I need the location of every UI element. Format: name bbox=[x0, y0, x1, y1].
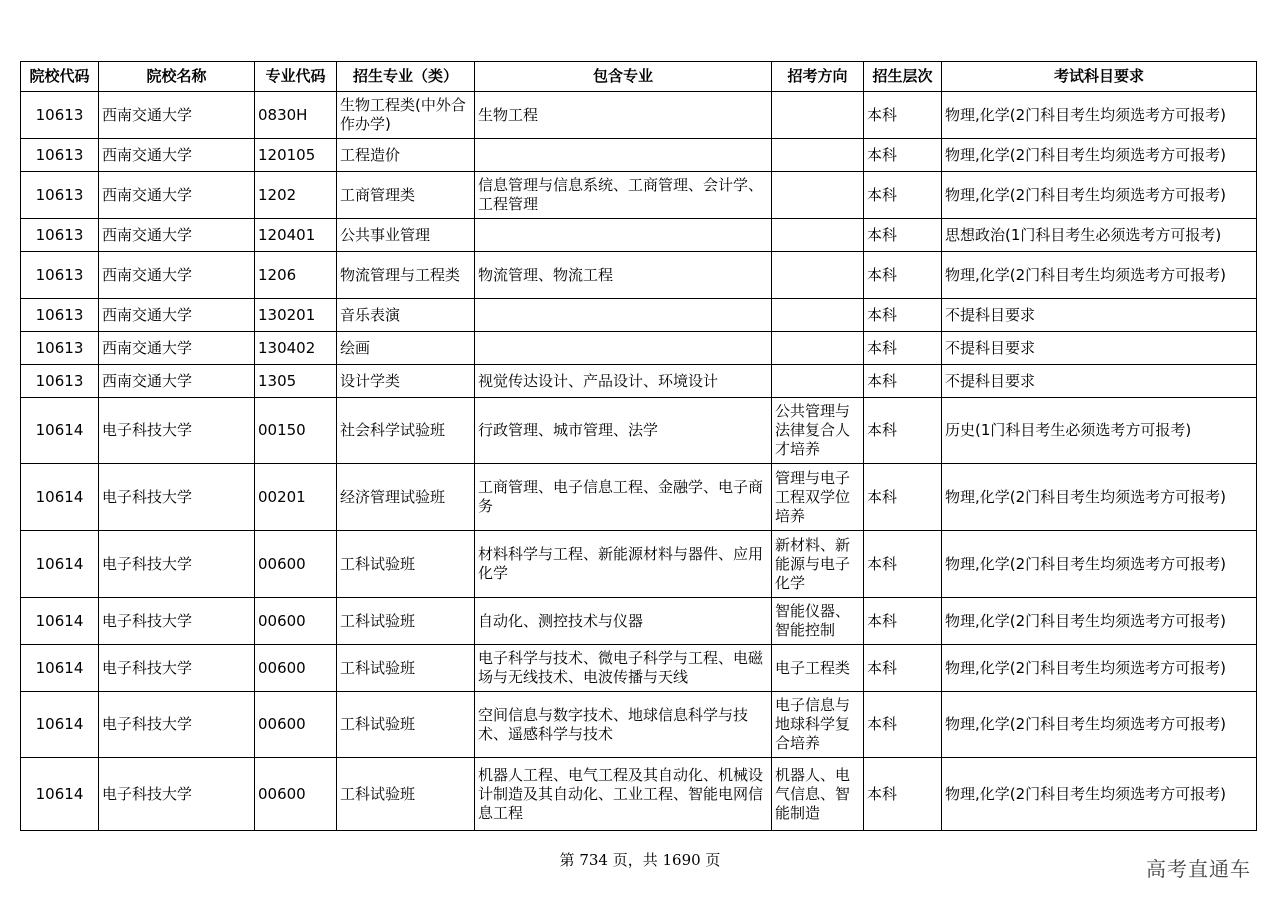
cell-direction: 电子信息与地球科学复合培养 bbox=[772, 692, 864, 758]
cell-major: 工科试验班 bbox=[337, 645, 475, 692]
cell-school-code: 10614 bbox=[21, 645, 99, 692]
cell-subjects: 历史(1门科目考生必须选考方可报考) bbox=[942, 398, 1257, 464]
cell-major-code: 130201 bbox=[255, 299, 337, 332]
watermark: 高考直通车 bbox=[1146, 857, 1251, 881]
table-row bbox=[21, 398, 1257, 464]
header-school-code: 院校代码 bbox=[21, 62, 99, 92]
cell-major-code: 0830H bbox=[255, 92, 337, 139]
cell-subjects: 不提科目要求 bbox=[942, 365, 1257, 398]
cell-major: 工科试验班 bbox=[337, 692, 475, 758]
cell-school-code: 10614 bbox=[21, 464, 99, 531]
cell-major: 工科试验班 bbox=[337, 758, 475, 831]
cell-major: 工商管理类 bbox=[337, 172, 475, 219]
cell-major-code: 00201 bbox=[255, 464, 337, 531]
cell-major-code: 00600 bbox=[255, 598, 337, 645]
cell-includes: 行政管理、城市管理、法学 bbox=[475, 398, 772, 464]
cell-school-name: 电子科技大学 bbox=[99, 398, 255, 464]
cell-school-name: 电子科技大学 bbox=[99, 692, 255, 758]
header-subjects: 考试科目要求 bbox=[942, 62, 1257, 92]
header-major: 招生专业（类） bbox=[337, 62, 475, 92]
cell-major: 工科试验班 bbox=[337, 531, 475, 598]
cell-major-code: 1202 bbox=[255, 172, 337, 219]
cell-subjects: 物理,化学(2门科目考生均须选考方可报考) bbox=[942, 758, 1257, 831]
cell-direction bbox=[772, 92, 864, 139]
cell-school-code: 10613 bbox=[21, 299, 99, 332]
cell-school-code: 10614 bbox=[21, 531, 99, 598]
table-row bbox=[21, 531, 1257, 598]
cell-school-code: 10614 bbox=[21, 692, 99, 758]
cell-includes: 空间信息与数字技术、地球信息科学与技术、遥感科学与技术 bbox=[475, 692, 772, 758]
cell-subjects: 思想政治(1门科目考生必须选考方可报考) bbox=[942, 219, 1257, 252]
table-body bbox=[21, 92, 1257, 831]
cell-school-name: 电子科技大学 bbox=[99, 758, 255, 831]
cell-direction bbox=[772, 299, 864, 332]
cell-major: 工科试验班 bbox=[337, 598, 475, 645]
cell-school-code: 10613 bbox=[21, 172, 99, 219]
cell-level: 本科 bbox=[864, 531, 942, 598]
header-includes: 包含专业 bbox=[475, 62, 772, 92]
cell-school-code: 10613 bbox=[21, 92, 99, 139]
cell-major: 绘画 bbox=[337, 332, 475, 365]
cell-level: 本科 bbox=[864, 139, 942, 172]
cell-includes: 材料科学与工程、新能源材料与器件、应用化学 bbox=[475, 531, 772, 598]
cell-direction: 公共管理与法律复合人才培养 bbox=[772, 398, 864, 464]
cell-school-code: 10613 bbox=[21, 139, 99, 172]
cell-level: 本科 bbox=[864, 365, 942, 398]
cell-level: 本科 bbox=[864, 398, 942, 464]
cell-level: 本科 bbox=[864, 692, 942, 758]
cell-level: 本科 bbox=[864, 299, 942, 332]
cell-includes bbox=[475, 219, 772, 252]
header-level: 招生层次 bbox=[864, 62, 942, 92]
table-row bbox=[21, 252, 1257, 299]
cell-includes: 机器人工程、电气工程及其自动化、机械设计制造及其自动化、工业工程、智能电网信息工程 bbox=[475, 758, 772, 831]
cell-includes: 电子科学与技术、微电子科学与工程、电磁场与无线技术、电波传播与天线 bbox=[475, 645, 772, 692]
cell-school-code: 10613 bbox=[21, 219, 99, 252]
cell-school-name: 西南交通大学 bbox=[99, 252, 255, 299]
cell-level: 本科 bbox=[864, 92, 942, 139]
cell-includes bbox=[475, 332, 772, 365]
cell-subjects: 物理,化学(2门科目考生均须选考方可报考) bbox=[942, 92, 1257, 139]
cell-major-code: 130402 bbox=[255, 332, 337, 365]
cell-major-code: 1206 bbox=[255, 252, 337, 299]
cell-major: 生物工程类(中外合作办学) bbox=[337, 92, 475, 139]
table-row bbox=[21, 464, 1257, 531]
cell-major: 设计学类 bbox=[337, 365, 475, 398]
cell-direction bbox=[772, 219, 864, 252]
cell-major-code: 00150 bbox=[255, 398, 337, 464]
cell-includes: 视觉传达设计、产品设计、环境设计 bbox=[475, 365, 772, 398]
cell-level: 本科 bbox=[864, 758, 942, 831]
header-row bbox=[21, 62, 1257, 92]
cell-school-name: 西南交通大学 bbox=[99, 172, 255, 219]
cell-direction bbox=[772, 139, 864, 172]
cell-includes: 自动化、测控技术与仪器 bbox=[475, 598, 772, 645]
cell-subjects: 物理,化学(2门科目考生均须选考方可报考) bbox=[942, 692, 1257, 758]
cell-includes bbox=[475, 139, 772, 172]
cell-subjects: 不提科目要求 bbox=[942, 299, 1257, 332]
cell-school-name: 西南交通大学 bbox=[99, 299, 255, 332]
cell-school-code: 10614 bbox=[21, 598, 99, 645]
cell-school-code: 10614 bbox=[21, 398, 99, 464]
table-row bbox=[21, 758, 1257, 831]
cell-level: 本科 bbox=[864, 219, 942, 252]
table-row bbox=[21, 692, 1257, 758]
cell-major-code: 120105 bbox=[255, 139, 337, 172]
cell-subjects: 物理,化学(2门科目考生均须选考方可报考) bbox=[942, 598, 1257, 645]
cell-includes: 工商管理、电子信息工程、金融学、电子商务 bbox=[475, 464, 772, 531]
cell-direction bbox=[772, 332, 864, 365]
cell-level: 本科 bbox=[864, 645, 942, 692]
cell-direction bbox=[772, 365, 864, 398]
cell-includes: 信息管理与信息系统、工商管理、会计学、工程管理 bbox=[475, 172, 772, 219]
header-direction: 招考方向 bbox=[772, 62, 864, 92]
cell-level: 本科 bbox=[864, 172, 942, 219]
cell-major: 社会科学试验班 bbox=[337, 398, 475, 464]
cell-school-name: 电子科技大学 bbox=[99, 464, 255, 531]
cell-level: 本科 bbox=[864, 464, 942, 531]
table-row bbox=[21, 332, 1257, 365]
cell-subjects: 物理,化学(2门科目考生均须选考方可报考) bbox=[942, 252, 1257, 299]
header-major-code: 专业代码 bbox=[255, 62, 337, 92]
cell-includes bbox=[475, 299, 772, 332]
cell-includes: 物流管理、物流工程 bbox=[475, 252, 772, 299]
cell-school-code: 10613 bbox=[21, 332, 99, 365]
table-row bbox=[21, 92, 1257, 139]
table-row bbox=[21, 598, 1257, 645]
cell-direction: 管理与电子工程双学位培养 bbox=[772, 464, 864, 531]
cell-direction: 新材料、新能源与电子化学 bbox=[772, 531, 864, 598]
cell-school-name: 西南交通大学 bbox=[99, 139, 255, 172]
cell-subjects: 物理,化学(2门科目考生均须选考方可报考) bbox=[942, 464, 1257, 531]
cell-school-name: 电子科技大学 bbox=[99, 645, 255, 692]
cell-subjects: 物理,化学(2门科目考生均须选考方可报考) bbox=[942, 531, 1257, 598]
cell-direction: 智能仪器、智能控制 bbox=[772, 598, 864, 645]
cell-school-code: 10614 bbox=[21, 758, 99, 831]
table-row bbox=[21, 365, 1257, 398]
cell-school-name: 电子科技大学 bbox=[99, 531, 255, 598]
cell-subjects: 物理,化学(2门科目考生均须选考方可报考) bbox=[942, 645, 1257, 692]
page-number: 第 734 页，共 1690 页 bbox=[559, 851, 721, 869]
table-row bbox=[21, 219, 1257, 252]
cell-subjects: 不提科目要求 bbox=[942, 332, 1257, 365]
cell-major-code: 00600 bbox=[255, 692, 337, 758]
cell-school-name: 西南交通大学 bbox=[99, 365, 255, 398]
cell-level: 本科 bbox=[864, 598, 942, 645]
cell-direction bbox=[772, 172, 864, 219]
header-school-name: 院校名称 bbox=[99, 62, 255, 92]
cell-school-name: 电子科技大学 bbox=[99, 598, 255, 645]
table-row bbox=[21, 139, 1257, 172]
cell-major-code: 00600 bbox=[255, 645, 337, 692]
table-row bbox=[21, 172, 1257, 219]
cell-school-name: 西南交通大学 bbox=[99, 219, 255, 252]
cell-major: 音乐表演 bbox=[337, 299, 475, 332]
table-row bbox=[21, 299, 1257, 332]
cell-direction bbox=[772, 252, 864, 299]
cell-school-code: 10613 bbox=[21, 252, 99, 299]
cell-major: 物流管理与工程类 bbox=[337, 252, 475, 299]
cell-level: 本科 bbox=[864, 332, 942, 365]
cell-major: 经济管理试验班 bbox=[337, 464, 475, 531]
cell-major-code: 1305 bbox=[255, 365, 337, 398]
table-row bbox=[21, 645, 1257, 692]
cell-major: 工程造价 bbox=[337, 139, 475, 172]
cell-school-name: 西南交通大学 bbox=[99, 332, 255, 365]
cell-major-code: 120401 bbox=[255, 219, 337, 252]
cell-school-code: 10613 bbox=[21, 365, 99, 398]
cell-subjects: 物理,化学(2门科目考生均须选考方可报考) bbox=[942, 172, 1257, 219]
cell-level: 本科 bbox=[864, 252, 942, 299]
cell-includes: 生物工程 bbox=[475, 92, 772, 139]
cell-major-code: 00600 bbox=[255, 758, 337, 831]
cell-direction: 电子工程类 bbox=[772, 645, 864, 692]
cell-major-code: 00600 bbox=[255, 531, 337, 598]
cell-subjects: 物理,化学(2门科目考生均须选考方可报考) bbox=[942, 139, 1257, 172]
cell-school-name: 西南交通大学 bbox=[99, 92, 255, 139]
admission-table bbox=[20, 61, 1257, 831]
cell-direction: 机器人、电气信息、智能制造 bbox=[772, 758, 864, 831]
cell-major: 公共事业管理 bbox=[337, 219, 475, 252]
